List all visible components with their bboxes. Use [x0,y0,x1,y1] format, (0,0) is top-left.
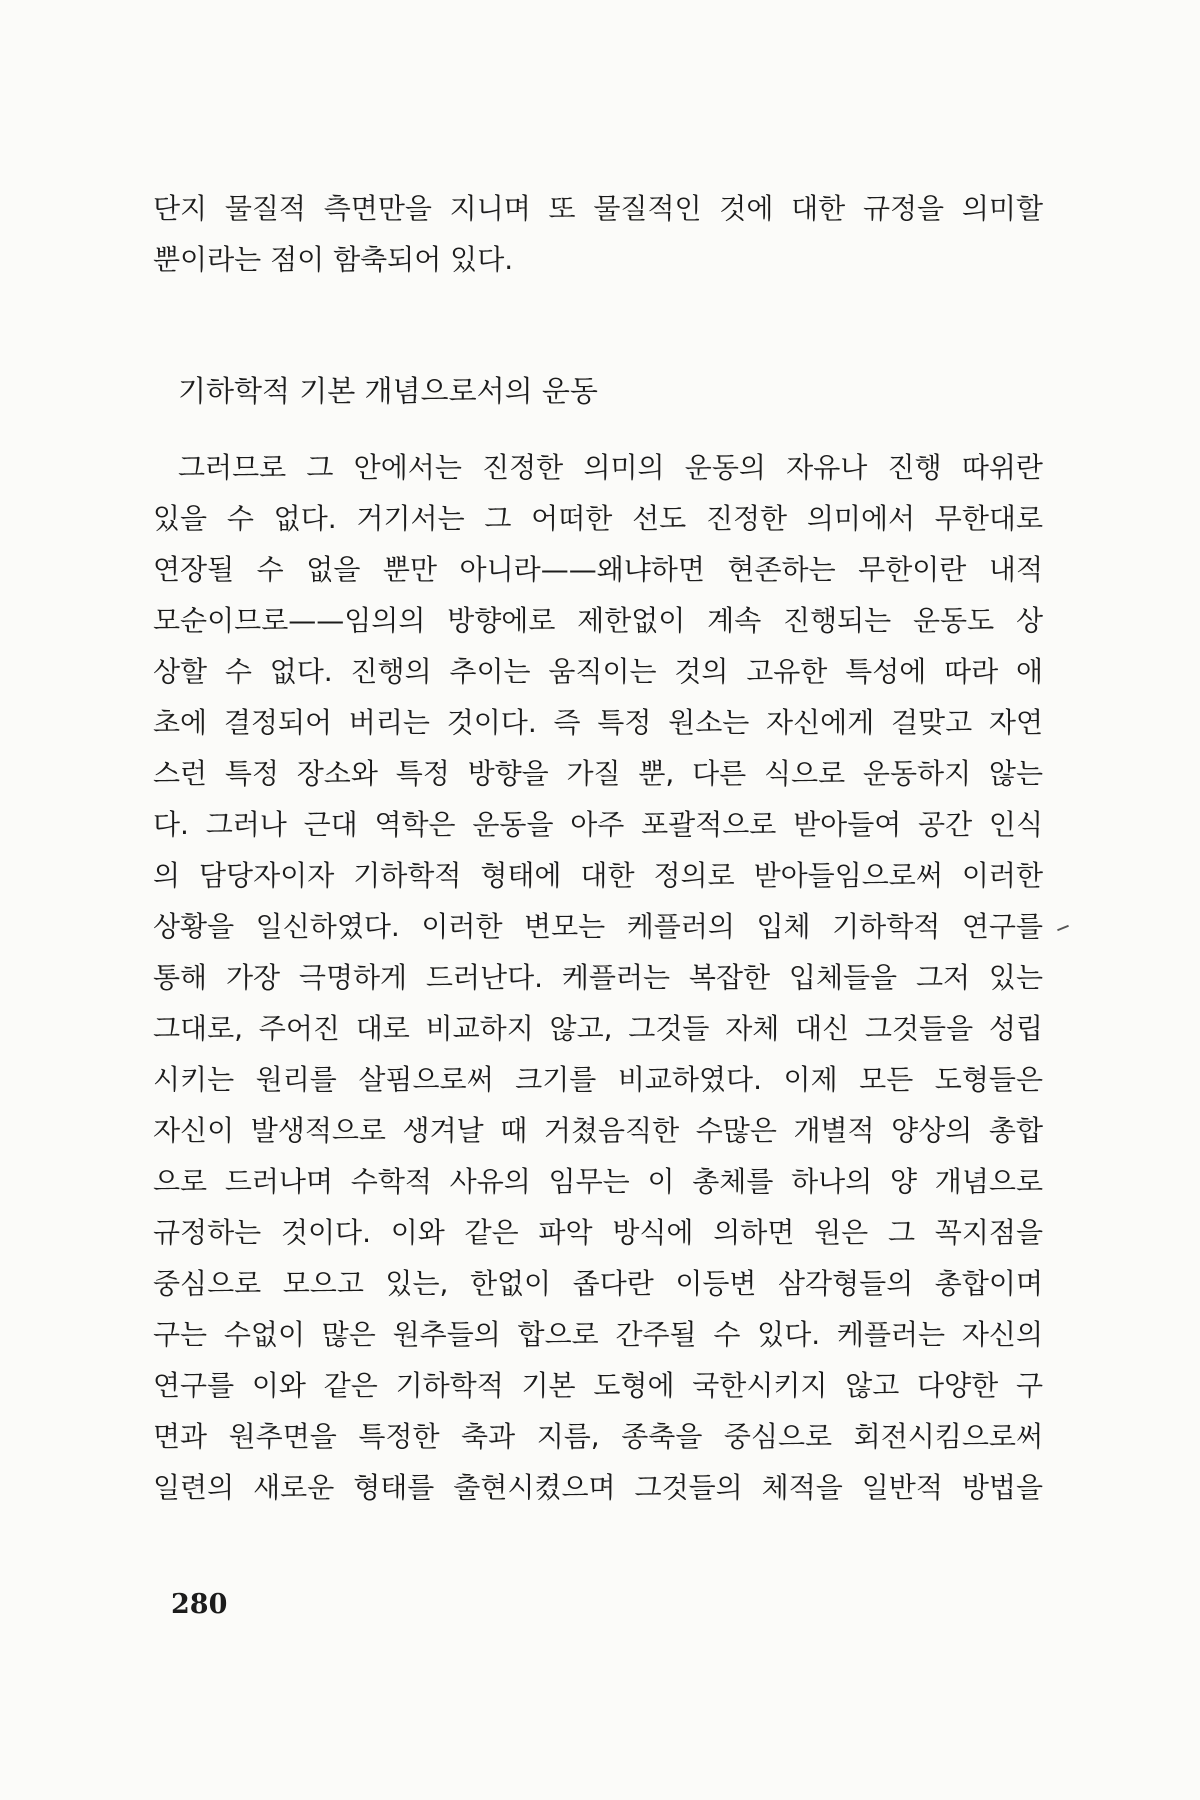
page-number: 280 [171,1589,228,1620]
body-line: 의 담당자이자 기하학적 형태에 대한 정의로 받아들임으로써 이러한 [153,859,1043,892]
body-line: 상황을 일신하였다. 이러한 변모는 케플러의 입체 기하학적 연구를 [153,910,1043,943]
body-line: 스런 특정 장소와 특정 방향을 가질 뿐, 다른 식으로 운동하지 않는 [153,757,1043,790]
pencil-mark [1057,925,1069,931]
body-line: 초에 결정되어 버리는 것이다. 즉 특정 원소는 자신에게 걸맞고 자연 [153,706,1043,739]
body-line: 상할 수 없다. 진행의 추이는 움직이는 것의 고유한 특성에 따라 애 [153,655,1043,688]
body-line: 으로 드러나며 수학적 사유의 임무는 이 총체를 하나의 양 개념으로 [153,1165,1043,1198]
body-line: 통해 가장 극명하게 드러난다. 케플러는 복잡한 입체들을 그저 있는 [153,961,1043,994]
body-line: 구는 수없이 많은 원추들의 합으로 간주될 수 있다. 케플러는 자신의 [153,1318,1043,1351]
body-line: 일련의 새로운 형태를 출현시켰으며 그것들의 체적을 일반적 방법을 [153,1471,1043,1504]
body-line: 자신이 발생적으로 생겨날 때 거쳤음직한 수많은 개별적 양상의 총합 [153,1114,1043,1147]
section-heading: 기하학적 기본 개념으로서의 운동 [178,374,598,408]
body-line: 규정하는 것이다. 이와 같은 파악 방식에 의하면 원은 그 꼭지점을 [153,1216,1043,1249]
body-line: 중심으로 모으고 있는, 한없이 좁다란 이등변 삼각형들의 총합이며 [153,1267,1043,1300]
body-line: 다. 그러나 근대 역학은 운동을 아주 포괄적으로 받아들여 공간 인식 [153,808,1043,841]
body-line: 면과 원추면을 특정한 축과 지름, 종축을 중심으로 회전시킴으로써 [153,1420,1043,1453]
body-line: 그대로, 주어진 대로 비교하지 않고, 그것들 자체 대신 그것들을 성립 [153,1012,1043,1045]
body-line: 모순이므로——임의의 방향에로 제한없이 계속 진행되는 운동도 상 [153,604,1043,637]
body-line: 연장될 수 없을 뿐만 아니라——왜냐하면 현존하는 무한이란 내적 [153,553,1043,586]
body-line: 시키는 원리를 살핌으로써 크기를 비교하였다. 이제 모든 도형들은 [153,1063,1043,1096]
body-line: 연구를 이와 같은 기하학적 기본 도형에 국한시키지 않고 다양한 구 [153,1369,1043,1402]
body-line: 그러므로 그 안에서는 진정한 의미의 운동의 자유나 진행 따위란 [178,451,1043,484]
intro-line-2: 뿐이라는 점이 함축되어 있다. [153,243,514,276]
body-line: 있을 수 없다. 거기서는 그 어떠한 선도 진정한 의미에서 무한대로 [153,502,1043,535]
intro-line-1: 단지 물질적 측면만을 지니며 또 물질적인 것에 대한 규정을 의미할 [153,192,1043,225]
